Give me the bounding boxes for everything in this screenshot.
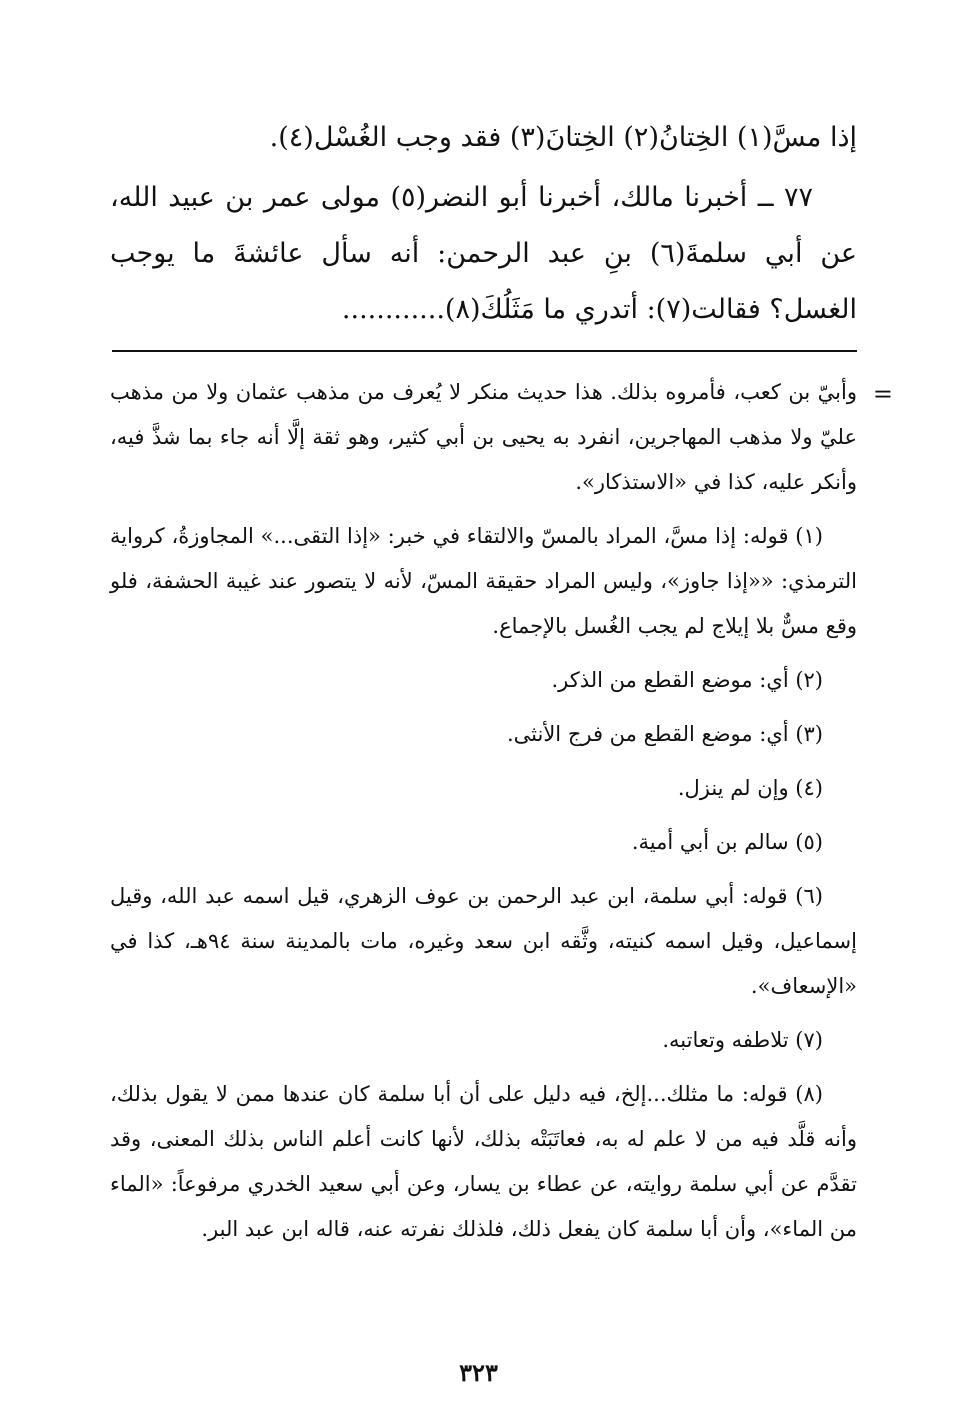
footnote-divider [112,350,857,352]
footnote-8: (٨) قوله: ما مثلك...إلخ، فيه دليل على أن أبا سلمة كان عندها ممن لا يقول بذلك، وأنه قلَّد فيه من لا علم له به، فعاتَبَتْه بذلك، لأنها كانت أعلم الناس بذلك المعنى، وقد تقدَّم عن أبي سلمة روايته، عن عطاء بن يسار، وعن أبي سعيد الخدري مرفوعاً: «الماء من الماء»، وأن أبا سلمة كان يفعل ذلك، فلذلك نفرته عنه، قاله ابن عبد البر. [110,1082,857,1241]
footnote-continuation: وأبيّ بن كعب، فأمروه بذلك. هذا حديث منكر لا يُعرف من مذهب عثمان ولا من مذهب عليّ ولا مذهب المهاجرين، انفرد به يحيى بن أبي كثير، وهو ثقة إلَّا أنه جاء بما شذَّ فيه، وأنكر عليه، كذا في «الاستذكار». [110,380,857,494]
main-text [110,110,857,338]
continuation-mark: = [872,380,893,408]
footnote-5: (٥) سالم بن أبي أمية. [631,830,823,854]
footnote-6: (٦) قوله: أبي سلمة، ابن عبد الرحمن بن عوف الزهري، قيل اسمه عبد الله، وقيل إسماعيل، وقيل اسمه كنيته، وثَّقه ابن سعد وغيره، مات بالمدينة سنة ٩٤هـ، كذا في «الإسعاف». [110,884,857,998]
footnote-2: (٢) أي: موضع القطع من الذكر. [551,668,823,692]
page-number: ٣٢٣ [459,1358,498,1387]
footnote-3: (٣) أي: موضع القطع من فرج الأنثى. [506,722,823,746]
footnote-4: (٤) وإن لم ينزل. [677,776,823,800]
book-page [110,110,893,1350]
footnote-1: (١) قوله: إذا مسَّ، المراد بالمسّ والالتقاء في خبر: «إذا التقى...» المجاوزةُ، كرواية الترمذي: ««إذا جاوز»، وليس المراد حقيقة المسّ، لأنه لا يتصور عند غيبة الحشفة، فلو وقع مسٌّ بلا إيلاج لم يجب الغُسل بالإجماع. [110,524,857,638]
main-text-line: إذا مسَّ(١) الخِتانُ(٢) الخِتانَ(٣) فقد وجب الغُسْل(٤). [269,122,857,153]
footnotes [110,370,893,1252]
footnote-7: (٧) تلاطفه وتعاتبه. [662,1028,823,1052]
hadith-77: ٧٧ ــ أخبرنا مالك، أخبرنا أبو النضر(٥) مولى عمر بن عبيد الله، عن أبي سلمةَ(٦) بنِ عبد الرحمن: أنه سأل عائشةَ ما يوجب الغسل؟ فقالت(٧): أتدري ما مَثَلُكَ(٨)............ [110,182,857,325]
